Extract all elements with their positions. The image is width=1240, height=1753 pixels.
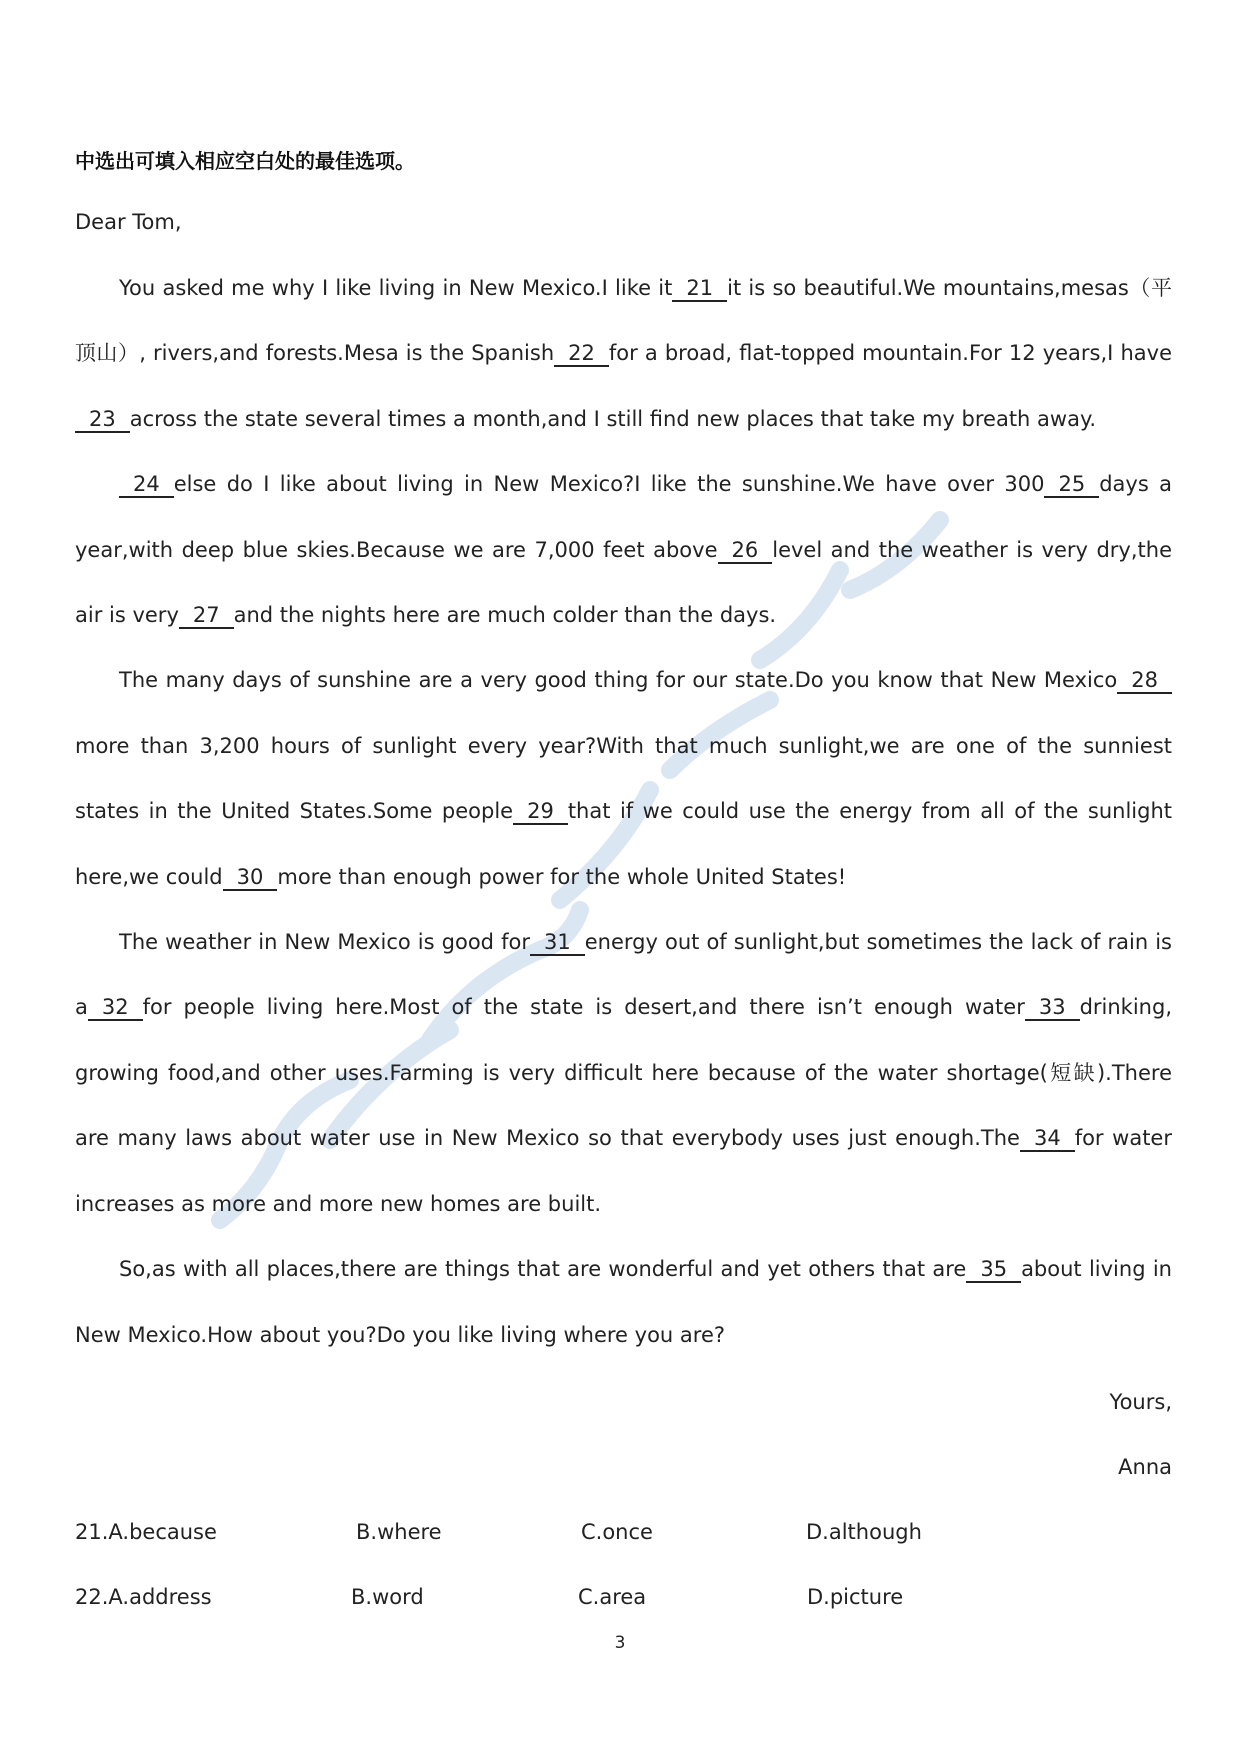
option-22-c: C.area (578, 1585, 647, 1609)
blank-24: 24 (119, 472, 174, 498)
blank-31: 31 (530, 930, 585, 956)
letter-closing: Yours, (1109, 1390, 1172, 1414)
paragraph-5: So,as with all places,there are things that are wonderful and yet others that are 35 about living in New Mexico.How about you?Do you like living where you are? (75, 1257, 1172, 1347)
blank-35: 35 (966, 1257, 1021, 1283)
option-21-d: D.although (806, 1520, 922, 1544)
paragraph-3: The many days of sunshine are a very good thing for our state.Do you know that New Mexico 28more than 3,200 hours of sunlight every year?With that much sunlight,we are one of the sunniest states in the United States.Some people 29 that if we could use the energy from all of the sunlight here,we could 30 more than enough power for the whole United States! (75, 668, 1172, 889)
blank-22: 22 (554, 341, 609, 367)
blank-28: 28 (1117, 668, 1172, 694)
option-21-a: 21.A.because (75, 1520, 217, 1544)
option-21-c: C.once (581, 1520, 653, 1544)
blank-21: 21 (672, 276, 727, 302)
question-21-options (75, 1520, 1172, 1550)
blank-26: 26 (718, 538, 773, 564)
question-22-options (75, 1585, 1172, 1615)
paragraph-1: You asked me why I like living in New Mexico.I like it 21 it is so beautiful.We mountains,mesas（平顶山）, rivers,and forests.Mesa is the Spanish 22 for a broad, flat-topped mountain.For 12 years,I have23 across the state several times a month,and I still find new places that take my breath away. (75, 276, 1172, 431)
blank-23: 23 (75, 407, 130, 433)
blank-32: 32 (88, 995, 143, 1021)
letter-salutation: Dear Tom, (75, 210, 182, 234)
blank-33: 33 (1025, 995, 1080, 1021)
blank-25: 25 (1044, 472, 1099, 498)
letter-signature: Anna (1118, 1455, 1172, 1479)
option-22-d: D.picture (807, 1585, 904, 1609)
letter-body (75, 256, 1172, 1368)
blank-30: 30 (223, 865, 278, 891)
option-22-b: B.word (351, 1585, 424, 1609)
paragraph-2: 24 else do I like about living in New Mexico?I like the sunshine.We have over 300 25 days a year,with deep blue skies.Because we are 7,000 feet above 26 level and the weather is very dry,the air is very 27 and the nights here are much colder than the days. (75, 472, 1172, 628)
blank-27: 27 (179, 603, 234, 629)
blank-29: 29 (513, 799, 568, 825)
option-22-a: 22.A.address (75, 1585, 212, 1609)
paragraph-4: The weather in New Mexico is good for 31 energy out of sunlight,but sometimes the lack of rain is a 32 for people living here.Most of the state is desert,and there isn’t enough water 33 drinking, growing food,and other uses.Farming is very difficult here because of the water shortage(短缺).There are many laws about water use in New Mexico so that everybody uses just enough.The 34 for water increases as more and more new homes are built. (75, 930, 1172, 1216)
section-instruction: 中选出可填入相应空白处的最佳选项。 (75, 149, 415, 173)
page-number: 3 (614, 1633, 626, 1653)
option-21-b: B.where (356, 1520, 442, 1544)
blank-34: 34 (1020, 1126, 1075, 1152)
